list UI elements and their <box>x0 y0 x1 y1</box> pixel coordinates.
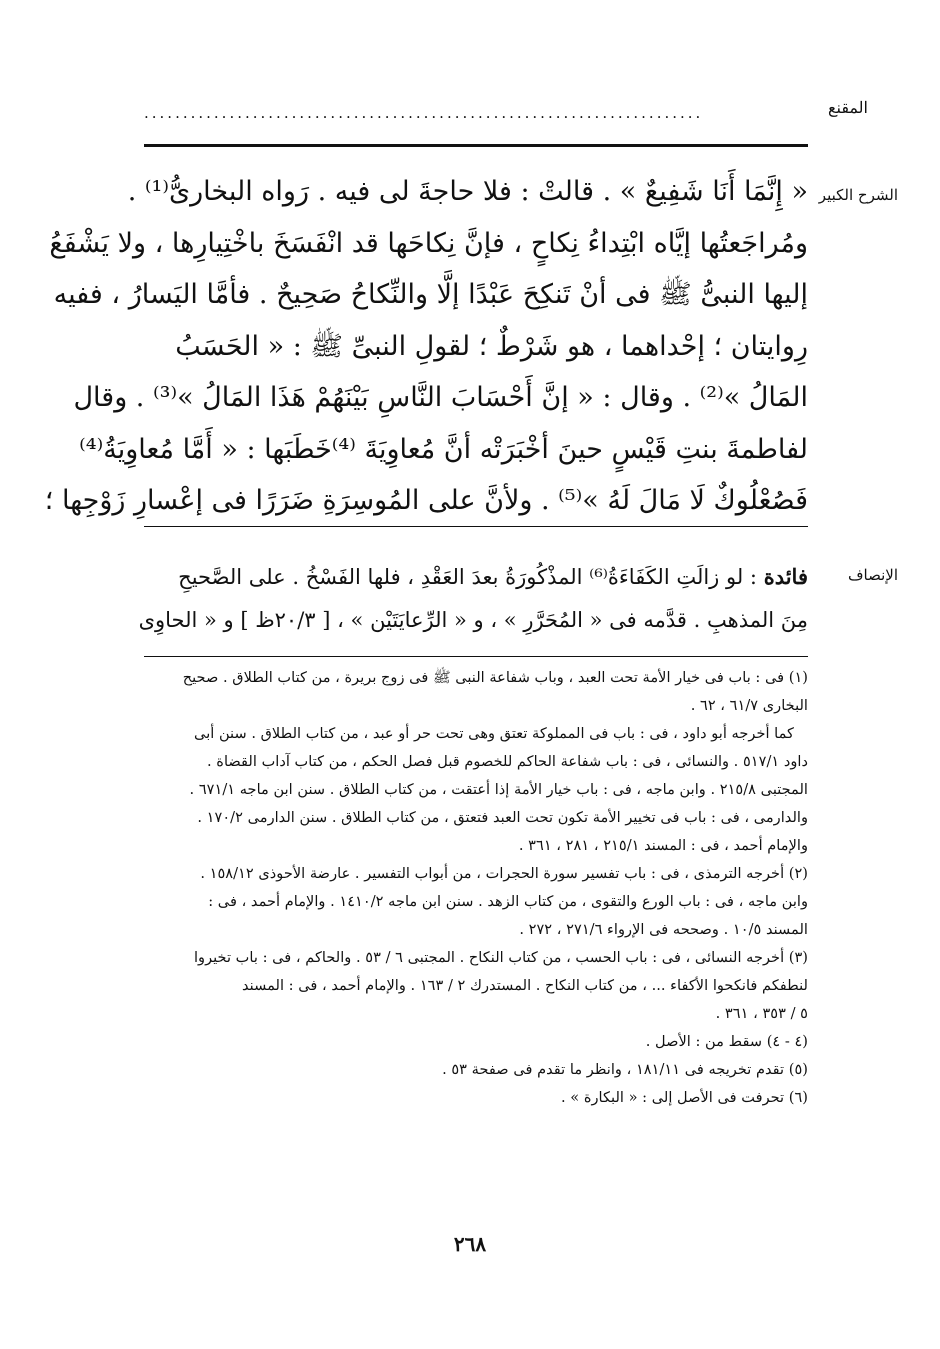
footnote-line: (٤ - ٤) سقط من : الأصل . <box>645 1033 808 1050</box>
footnote-line: داود ٥١٧/١ . والنسائى ، فى : باب شفاعة الحاكم للخصوم قبل فصل الحكم ، من كتاب آداب القضاة . <box>207 753 808 770</box>
sharh-line: رِوايتان ؛ إحْداهما ، هو شَرْطٌ ؛ لقولِ النبىِّ ﷺ : « الحَسَبُ <box>175 330 808 362</box>
sharh-line: إليها النبىُّ ﷺ فى أنْ تَنكِحَ عَبْدًا إلَّا والنِّكاحُ صَحِيحٌ . فأمَّا اليَسارُ ، ففيه <box>53 279 808 310</box>
footnote-line: لنطفكم فانكحوا الأكفاء ... ، من كتاب النكاح . المستدرك ٢ / ١٦٣ . والإمام أحمد ، فى : المسند <box>242 977 808 994</box>
margin-label-sharh: الشرح الكبير <box>818 186 898 204</box>
footnotes-block <box>132 664 808 1112</box>
dotted-leader: ........................................................................ <box>144 104 704 122</box>
footnote-line: ٥ / ٣٥٣ ، ٣٦١ . <box>715 1005 808 1022</box>
footnote-line: كما أخرجه أبو داود ، فى : باب فى المملوكة تعتق وهى تحت حر أو عبد ، من كتاب الطلاق . سنن أبى <box>194 725 794 742</box>
footnote-line: (١) فى : باب فى خيار الأمة تحت العبد ، وباب شفاعة النبى ﷺ فى زوج بريرة ، من كتاب الطلاق . صحيح <box>182 669 808 686</box>
faida-label: فائدة <box>763 564 808 589</box>
page-number: ٢٦٨ <box>453 1232 487 1256</box>
footnote-line: (٥) تقدم تخريجه فى ١٨١/١١ ، وانظر ما تقدم فى صفحة ٥٣ . <box>442 1061 808 1078</box>
footnote-rule <box>144 656 808 657</box>
footnote-line: (٦) تحرفت فى الأصل إلى : « البكارة » . <box>561 1089 808 1106</box>
footnote-line: البخارى ٦١/٧ ، ٦٢ . <box>690 697 808 714</box>
running-title: المقنع <box>827 98 868 117</box>
insaf-line-1-text: : لو زالَتِ الكَفَاءَةُ⁽⁶⁾ المذْكُورَةُ بعدَ العَقْدِ ، فلها الفَسْخُ . على الصَّحيحِ <box>178 565 757 589</box>
insaf-text-block <box>132 555 808 642</box>
sharh-line: المَالُ »⁽²⁾ . وقال : « إنَّ أَحْسَابَ النَّاسِ بَيْنَهُمْ هَذَا المَالُ »⁽³⁾ . وقال <box>73 382 808 413</box>
sharh-text-block <box>44 166 808 527</box>
footnote-line: المسند ١٠/٥ . وصححه فى الإرواء ٢٧١/٦ ، ٢٧٢ . <box>519 921 808 938</box>
sharh-line: « إِنَّمَا أَنَا شَفِيعٌ » . قالتْ : فلا حاجةَ لى فيه . رَواه البخارىُّ⁽¹⁾ . <box>127 176 808 207</box>
section-divider <box>144 526 808 527</box>
footnote-line: (٢) أخرجه الترمذى ، فى : باب تفسير سورة الحجرات ، من أبواب التفسير . عارضة الأحوذى ١٥٨/١٢ . <box>200 865 808 882</box>
sharh-line: ومُراجَعتُها إيَّاه ابْتِداءُ نِكاحٍ ، فإنَّ نِكاحَها قد انْفَسَخَ باخْتِيارِها ، ولا يَشْفَعُ <box>49 227 808 259</box>
insaf-line: مِنَ المذهبِ . قدَّمه فى « المُحَرَّرِ » ، و « الرِّعايَتَيْن » ، [ ٢٠/٣ظ ] و « الحاوِى <box>138 608 808 632</box>
footnote-line: والإمام أحمد ، فى : المسند ٢١٥/١ ، ٢٨١ ، ٣٦١ . <box>518 837 808 854</box>
sharh-line: لفاطمةَ بنتِ قَيْسٍ حينَ أخْبَرَتْه أنَّ مُعاوِيَةَ ⁽⁴⁾خَطَبَها : « أَمَّا مُعاوِيَةُ⁽⁴⁾ <box>79 433 808 465</box>
insaf-line <box>132 555 808 599</box>
sharh-line: فَصُعْلُوكٌ لَا مَالَ لَهُ »⁽⁵⁾ . ولأنَّ على المُوسِرَةِ ضَرَرًا فى إعْسارِ زَوْجِها ؛ <box>44 485 808 516</box>
footnote-line: المجتبى ٢١٥/٨ . وابن ماجه ، فى : باب خيار الأمة إذا أعتقت ، من كتاب الطلاق . سنن ابن ماجه ٦٧١/١ . <box>189 781 808 798</box>
footnote-line: (٣) أخرجه النسائى ، فى : باب الحسب ، من كتاب النكاح . المجتبى ٦ / ٥٣ . والحاكم ، فى : باب تخيروا <box>194 949 808 966</box>
footnote-line: وابن ماجه ، فى : باب الورع والتقوى ، من كتاب الزهد . سنن ابن ماجه ١٤١٠/٢ . والإمام أحمد ، فى : <box>208 893 808 910</box>
margin-label-insaf: الإنصاف <box>847 566 898 584</box>
footnote-line: والدارمى ، فى : باب فى تخيير الأمة تكون تحت العبد فتعتق ، من كتاب الطلاق . سنن الدارمى ١٧٠/٢ . <box>197 809 808 826</box>
header-rule <box>144 144 808 147</box>
